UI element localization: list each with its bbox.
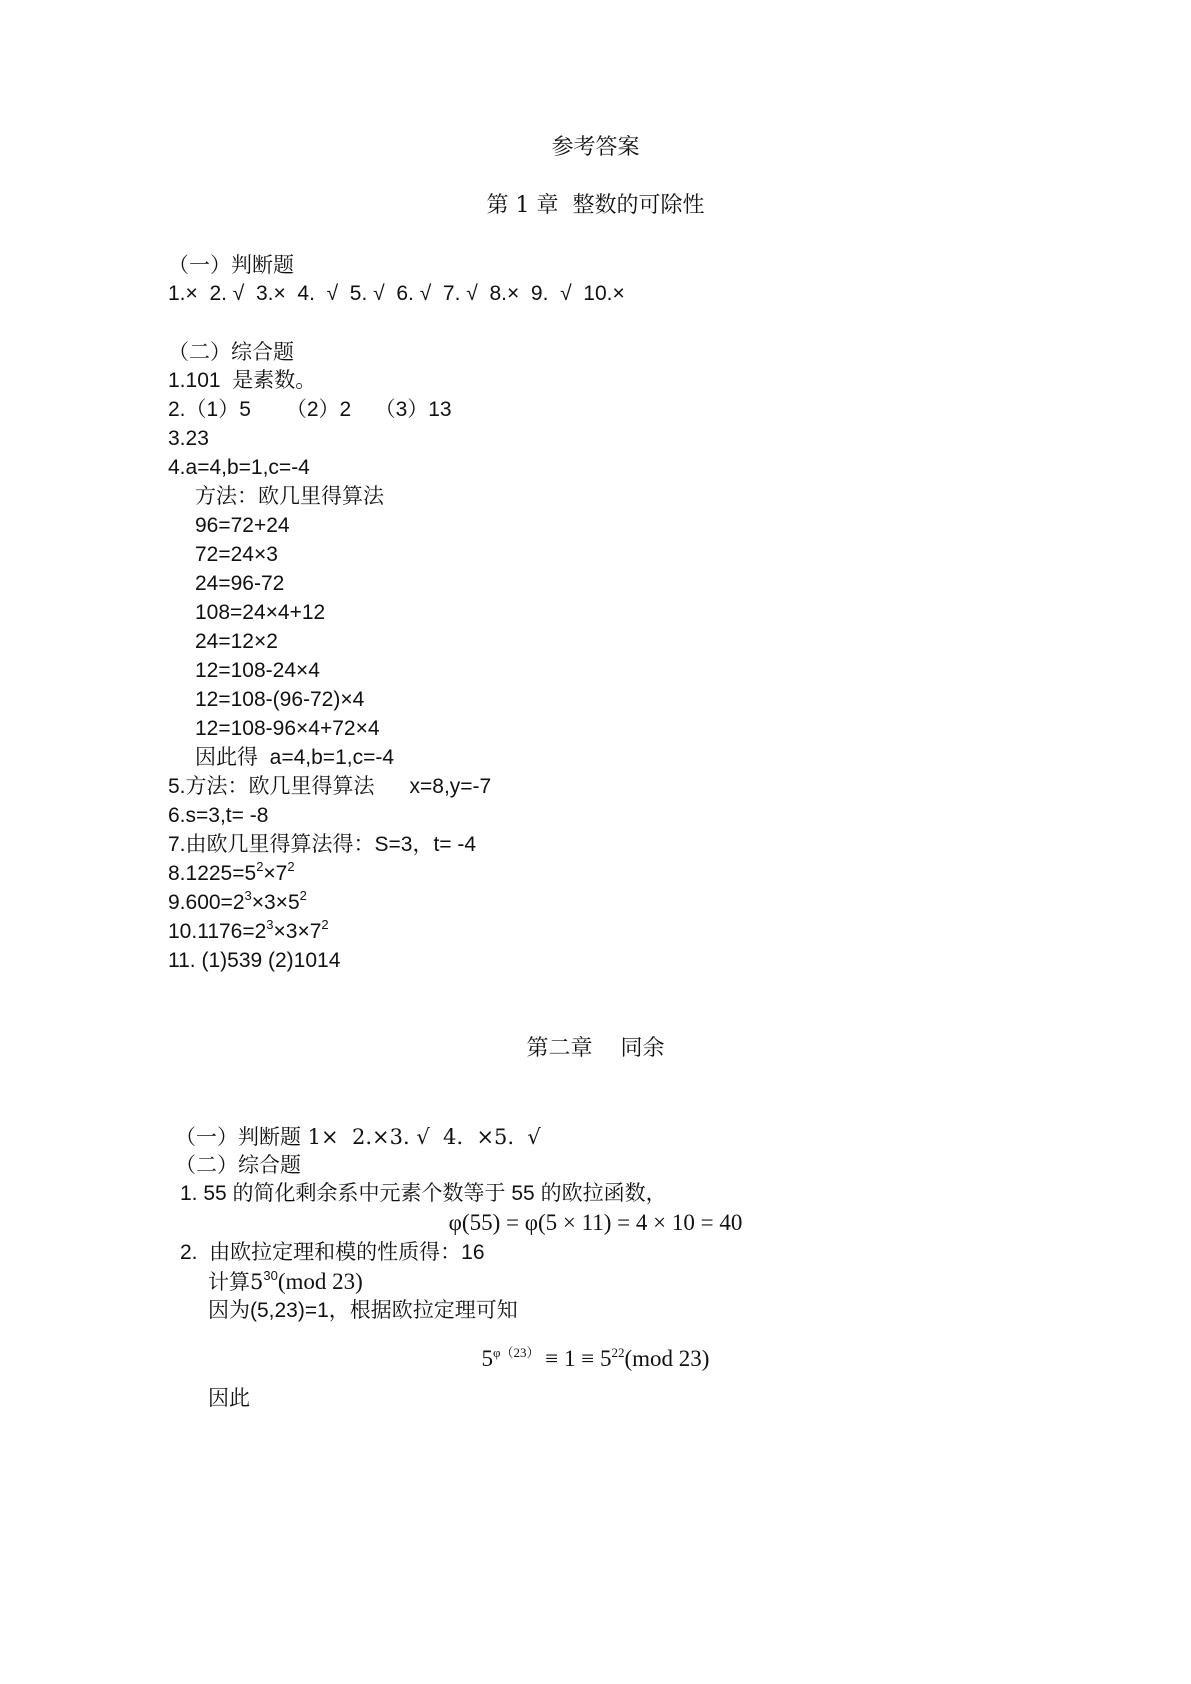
ch1-true-false-answers: 1.× 2. √ 3.× 4. √ 5. √ 6. √ 7. √ 8.× 9. √ 10.×	[168, 282, 625, 305]
ch1-q4-step: 12=108-24×4	[195, 659, 320, 682]
ch1-q2: 2.（1）5 （2）2 （3）13	[168, 398, 452, 421]
ch1-q1: 1.101 是素数。	[168, 369, 317, 392]
ch1-q7: 7.由欧几里得算法得：S=3，t= -4	[168, 833, 477, 856]
ch1-q4-step: 方法：欧几里得算法	[195, 485, 384, 508]
ch2-q1: 1. 55 的简化剩余系中元素个数等于 55 的欧拉函数，	[180, 1182, 667, 1205]
ch1-q3: 3.23	[168, 427, 209, 450]
ch1-q10: $10.1176=2^3\times 3\times 7^2$	[168, 917, 329, 943]
ch1-part2-heading: （二）综合题	[168, 340, 294, 364]
ch1-q9: $9.600=2^3\times 3\times 5^2$	[168, 888, 307, 914]
ch1-q5: 5.方法：欧几里得算法 x=8,y=-7	[168, 775, 492, 798]
ch2-q2-since: 因为(5,23)=1，根据欧拉定理可知	[208, 1299, 518, 1322]
ch1-q4-step: 24=12×2	[195, 630, 278, 653]
ch2-q2-formula: $5^{\varphi(23)} \equiv 1 \equiv 5^{22}(mod$ 23)	[481, 1345, 710, 1371]
ch1-q4: 4.a=4,b=1,c=-4	[168, 456, 310, 479]
ch2-q2: 2. 由欧拉定理和模的性质得：16	[180, 1241, 485, 1264]
ch1-q6: 6.s=3,t= -8	[168, 804, 269, 827]
ch1-q11: 11. (1)539 (2)1014	[168, 949, 341, 972]
ch1-q4-step: 108=24×4+12	[195, 601, 326, 624]
ch2-part2-heading: （二）综合题	[175, 1153, 301, 1177]
ch1-q4-step: 96=72+24	[195, 514, 290, 537]
ch2-q2-therefore: 因此	[208, 1386, 250, 1410]
ch1-q4-step: 因此得 a=4,b=1,c=-4	[195, 746, 395, 769]
ch1-q4-step: 24=96-72	[195, 572, 285, 595]
ch1-q4-step: 12=108-96×4+72×4	[195, 717, 380, 740]
chapter2-heading: 第二章 同余	[526, 1036, 665, 1061]
chapter1-heading: 第 1 章 整数的可除性	[486, 193, 705, 218]
ch1-part1-heading: （一）判断题	[168, 253, 294, 277]
ch2-q1-formula: φ(55) = φ(5 × 11) = 4 × 10 = 40	[448, 1210, 743, 1235]
ch1-q4-step: 12=108-(96-72)×4	[195, 688, 365, 711]
ch1-q8: $8.1225=5^2\times 7^2$	[168, 859, 295, 885]
ch1-q4-step: 72=24×3	[195, 543, 278, 566]
page-title: 参考答案	[551, 135, 640, 160]
ch2-true-false-line: （一）判断题 1× 2.×3. √ 4. ×5. √	[175, 1125, 541, 1149]
ch2-q2-calc: 计算$5^{30}(mod$ 23)	[208, 1268, 363, 1294]
